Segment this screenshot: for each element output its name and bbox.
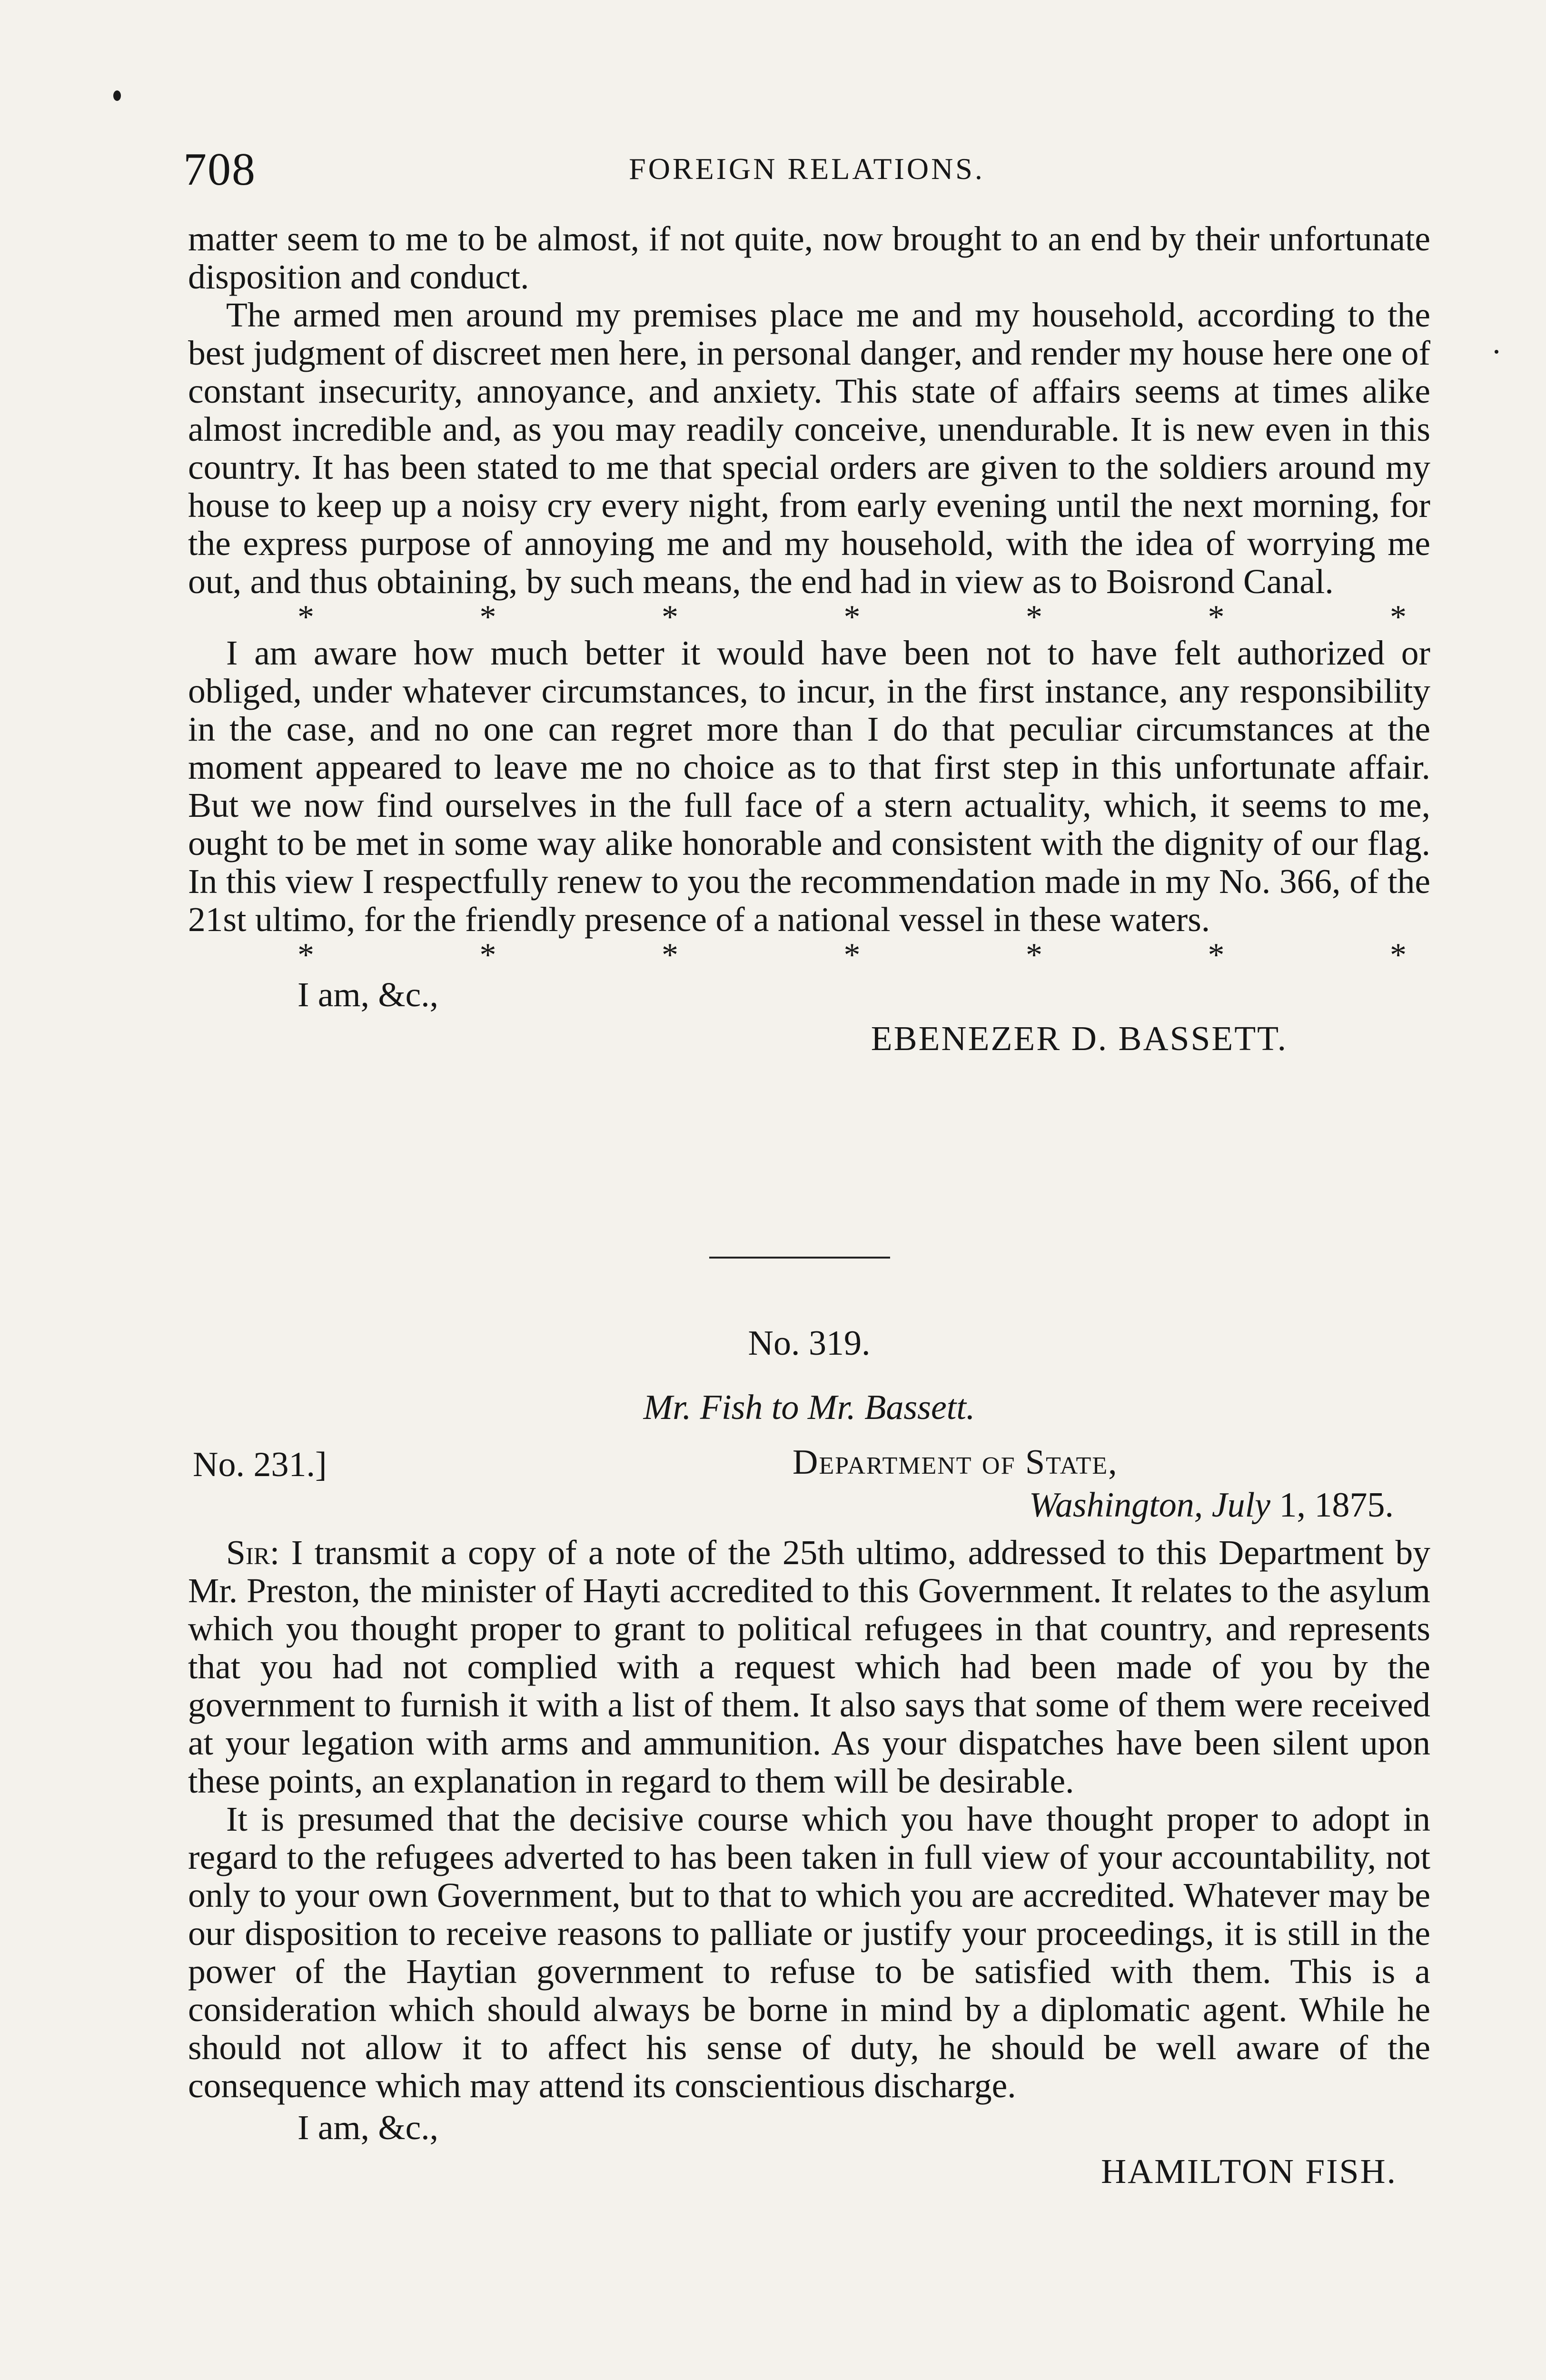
- section-divider: [709, 1257, 890, 1259]
- salutation: Sir: [226, 1533, 270, 1572]
- ellipsis-star: *: [1208, 937, 1225, 973]
- signature: HAMILTON FISH.: [1101, 2152, 1397, 2191]
- letter-paragraph-text: : I transmit a copy of a note of the 25th ultimo, addressed to this Department by Mr. Preston, the minister of Hayti accredited to this Government. It relates to the asylum which you thought proper to grant to political refugees in that country, and represents that you had not complied with a request which had been made of you by the government to furnish it with a list of them. It also says that some of them were received at your legation with arms and ammunition. As your dispatches have been silent upon these points, an explanation in regard to them will be desirable.: [188, 1533, 1430, 1800]
- letter-paragraph: [188, 1534, 1430, 1800]
- page-number: 708: [183, 144, 256, 195]
- ellipsis-star: *: [1390, 937, 1407, 973]
- dateline-date: 1, 1875.: [1279, 1486, 1394, 1525]
- ellipsis-stars: [188, 939, 1430, 972]
- ellipsis-star: *: [662, 599, 678, 635]
- ellipsis-star: *: [843, 599, 861, 635]
- signature: EBENEZER D. BASSETT.: [871, 1019, 1288, 1058]
- ellipsis-star: *: [297, 599, 314, 635]
- ellipsis-star: *: [297, 937, 314, 973]
- letter-bassett: [188, 220, 1430, 1060]
- department-heading: Department of State,: [793, 1443, 1118, 1482]
- letter-paragraph: matter seem to me to be almost, if not quite, now brought to an end by their unfortunate disposition and conduct.: [188, 219, 1430, 296]
- ellipsis-star: *: [843, 937, 861, 973]
- margin-speck: [113, 90, 121, 101]
- dispatch-number: No. 231.]: [193, 1445, 327, 1484]
- letter-paragraph: The armed men around my premises place me and my household, according to the best judgment of discreet men here, in personal danger, and render my house here one of constant insecurity, annoyance, and anxiety. This state of affairs seems at times alike almost incredible and, as you may readily conceive, unendurable. It is new even in this country. It has been stated to me that special orders are given to the soldiers around my house to keep up a noisy cry every night, from early evening until the next morning, for the express purpose of annoying me and my household, with the idea of worrying me out, and thus obtaining, by such means, the end had in view as to Boisrond Canal.: [188, 296, 1430, 601]
- ellipsis-star: *: [1208, 599, 1225, 635]
- dateline-month: July: [1211, 1486, 1270, 1525]
- ellipsis-stars: [188, 601, 1430, 634]
- dateline: [1029, 1485, 1394, 1526]
- running-head: FOREIGN RELATIONS.: [629, 152, 985, 186]
- letter-closing: I am, &c.,: [297, 2108, 438, 2147]
- ellipsis-star: *: [1390, 599, 1407, 635]
- document-title: Mr. Fish to Mr. Bassett.: [643, 1388, 975, 1427]
- ellipsis-star: *: [479, 599, 496, 635]
- dateline-place: Washington,: [1029, 1486, 1203, 1525]
- ellipsis-star: *: [479, 937, 496, 973]
- letter-paragraph: It is presumed that the decisive course which you have thought proper to adopt in regard to the refugees adverted to has been taken in full view of your accountability, not only to your own Government, but to that to which you are accredited. Whatever may be our disposition to receive reasons to palliate or justify your proceedings, it is still in the power of the Haytian government to refuse to be satisfied with them. This is a consideration which should always be borne in mind by a diplomatic agent. While he should not allow it to affect his sense of duty, he should be well aware of the consequence which may attend its conscientious discharge.: [188, 1800, 1430, 2105]
- ellipsis-star: *: [662, 937, 678, 973]
- document-number: No. 319.: [748, 1324, 871, 1363]
- letter-paragraph: I am aware how much better it would have been not to have felt authorized or obliged, under whatever circumstances, to incur, in the first instance, any responsibility in the case, and no one can regret more than I do that peculiar circumstances at the moment appeared to leave me no choice as to that first step in this unfortunate affair. But we now find ourselves in the full face of a stern actuality, which, it seems to me, ought to be met in some way alike honorable and consistent with the dignity of our flag. In this view I respectfully renew to you the recommendation made in my No. 366, of the 21st ultimo, for the friendly presence of a national vessel in these waters.: [188, 634, 1430, 939]
- margin-speck: [1495, 350, 1498, 354]
- page-header: [183, 143, 1430, 200]
- ellipsis-star: *: [1026, 599, 1042, 635]
- ellipsis-star: *: [1026, 937, 1042, 973]
- letter-fish: [188, 1534, 1430, 2193]
- letter-closing: I am, &c.,: [297, 975, 438, 1014]
